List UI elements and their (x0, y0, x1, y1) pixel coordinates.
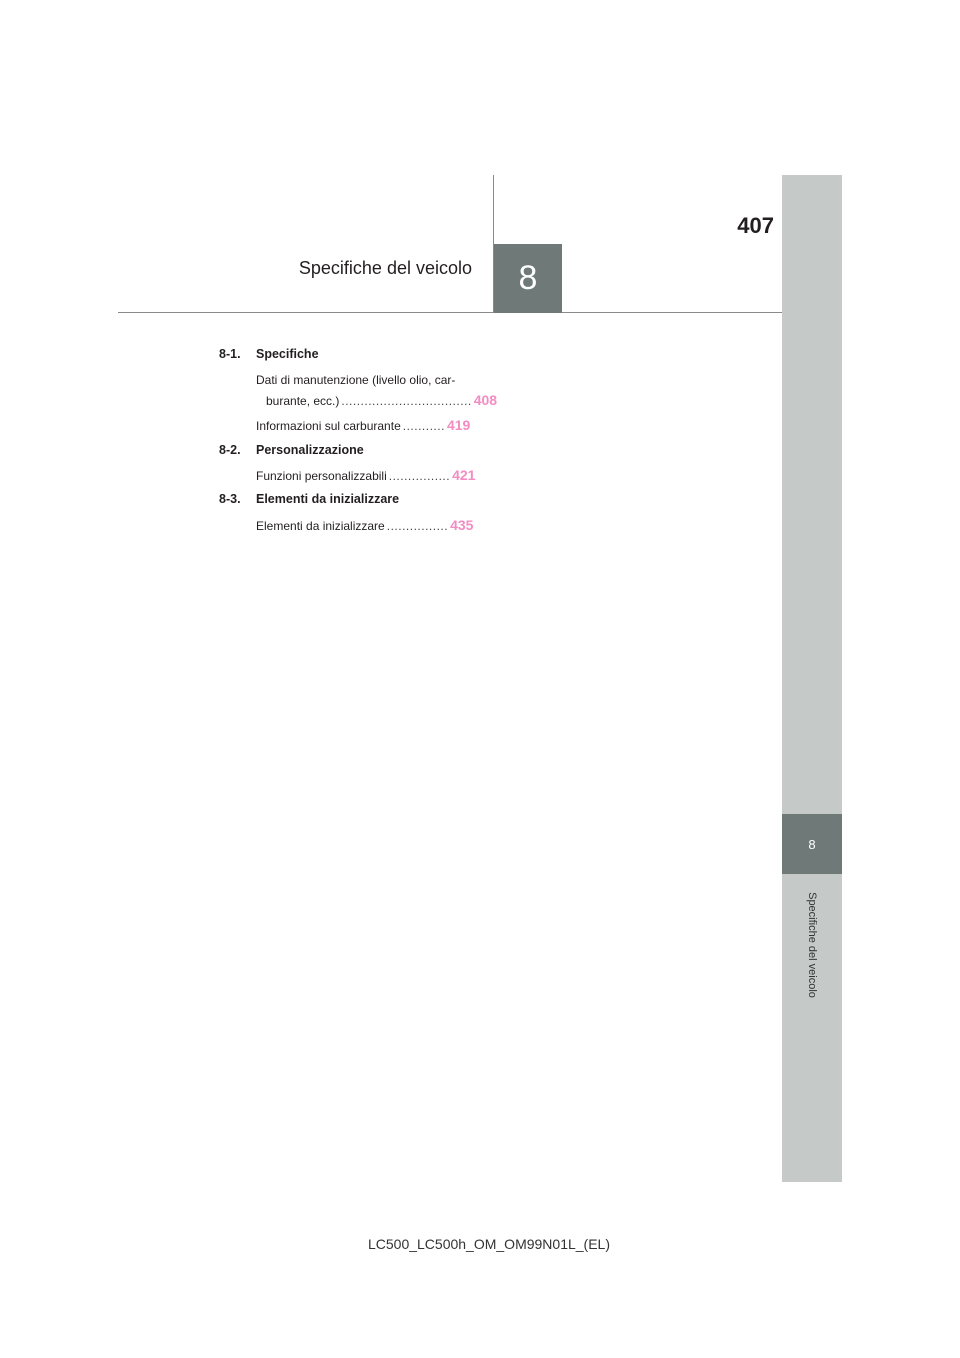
toc-entry[interactable] (256, 467, 476, 483)
chapter-title: Specifiche del veicolo (298, 258, 472, 278)
chapter-number-box: 8 (494, 244, 562, 313)
chapter-sidebar (782, 175, 842, 1182)
toc-page-link[interactable]: 435 (450, 517, 474, 533)
toc-entry-line[interactable]: Dati di manutenzione (livello olio, car- (256, 373, 456, 387)
footer (0, 1236, 960, 1252)
section-title[interactable]: Specifiche (256, 347, 319, 361)
toc-entry-text: burante, ecc.) (266, 394, 340, 408)
footer-document-code: LC500_LC500h_OM_OM99N01L_(EL) (367, 1236, 611, 1252)
toc-entry-text: Funzioni personalizzabili (256, 469, 387, 483)
toc-page-link[interactable]: 408 (473, 392, 498, 408)
toc-entry-text: Informazioni sul carburante (256, 419, 401, 433)
header-horizontal-rule (118, 312, 782, 313)
toc-page-link[interactable]: 421 (452, 467, 476, 483)
section-title[interactable]: Personalizzazione (256, 443, 364, 457)
toc-leader-dots: .................................. (341, 394, 472, 408)
toc-page-link[interactable]: 419 (446, 417, 471, 433)
section-title[interactable]: Elementi da inizializzare (256, 492, 400, 506)
sidebar-chapter-tab[interactable]: 8 (782, 814, 842, 874)
sidebar-chapter-label: Specifiche del veicolo (806, 892, 818, 998)
toc-entry[interactable] (256, 417, 471, 433)
toc-leader-dots: ................ (388, 469, 451, 483)
section-number: 8-1. (219, 347, 241, 361)
section-number: 8-2. (219, 443, 241, 457)
page-number: 407 (737, 213, 774, 238)
toc-leader-dots: ................ (386, 519, 449, 533)
toc-entry[interactable] (266, 392, 498, 408)
toc-leader-dots: ........... (402, 419, 445, 433)
toc-entry-text: Elementi da inizializzare (256, 519, 385, 533)
toc-entry[interactable] (256, 517, 474, 533)
section-number: 8-3. (219, 492, 241, 506)
